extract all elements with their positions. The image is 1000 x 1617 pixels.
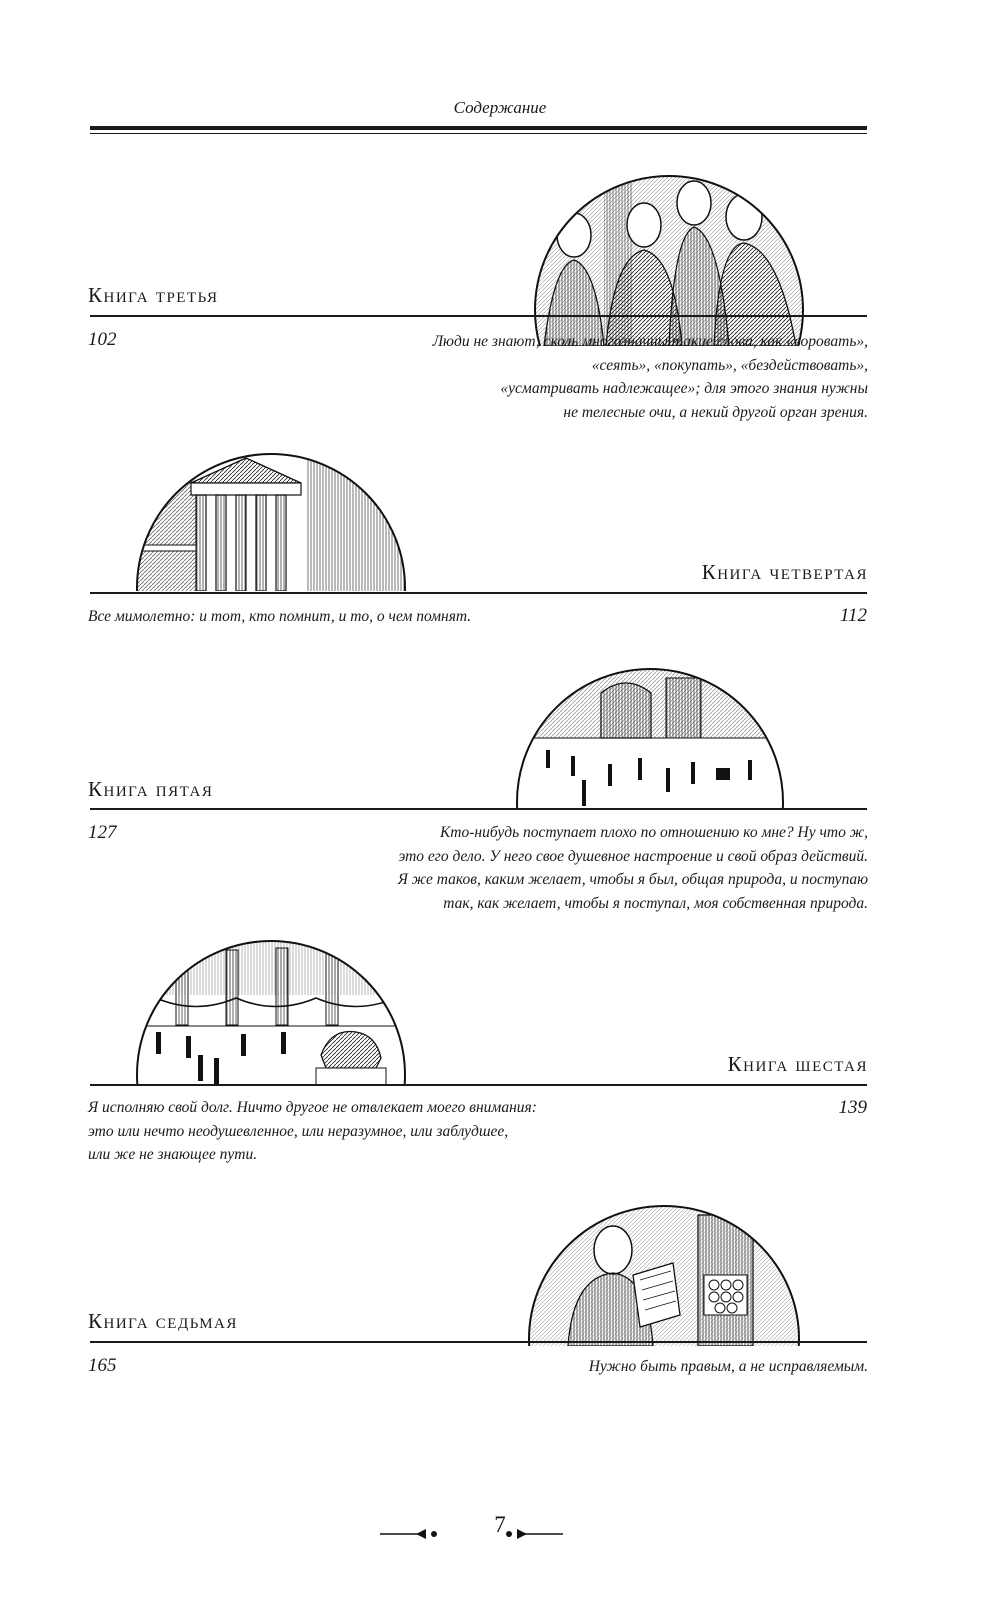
header-rule-thin	[90, 133, 867, 134]
quote-line: или же не знающее пути.	[88, 1146, 258, 1163]
quote	[433, 330, 868, 424]
quote-line: Кто-нибудь поступает плохо по отношению ко мне? Ну что ж,	[439, 824, 868, 841]
page-number: 139	[838, 1097, 867, 1118]
entry-rule	[90, 1084, 867, 1086]
quote-line: так, как желает, чтобы я поступал, моя собственная природа.	[443, 894, 868, 912]
quote-line: «усматривать надлежащее»; для этого знания нужны	[500, 380, 868, 397]
forum-illustration	[516, 668, 784, 809]
quote	[88, 1096, 537, 1167]
book-title: Книга седьмая	[88, 1309, 238, 1333]
running-head: Содержание	[453, 98, 547, 117]
quote	[398, 821, 868, 915]
quote-line: не телесные очи, а некий другой орган зрения.	[563, 403, 868, 421]
entry-rule	[90, 808, 867, 810]
reader-illustration	[528, 1205, 800, 1346]
quote-line: Я же таков, каким желает, чтобы я был, общая природа, и поступаю	[397, 871, 868, 888]
temple-illustration	[136, 453, 407, 591]
quote-line: это или нечто неодушевленное, или неразумное, или заблудшее,	[88, 1122, 509, 1140]
page-number: 112	[839, 605, 867, 626]
entry-rule	[90, 315, 867, 317]
header-rule-thick	[90, 126, 867, 130]
quote	[88, 605, 471, 629]
book-title: Книга пятая	[88, 777, 214, 801]
book-title: Книга шестая	[727, 1052, 868, 1076]
engraving-forum-icon	[516, 668, 784, 809]
book-title: Книга четвертая	[701, 560, 868, 584]
page-number: 165	[88, 1355, 117, 1376]
page-number: 102	[88, 329, 117, 350]
quote-line: Я исполняю свой долг. Ничто другое не отвлекает моего внимания:	[88, 1099, 537, 1116]
engraving-reader-icon	[528, 1205, 800, 1346]
quote-line: это его дело. У него свое душевное настроение и свой образ действий.	[398, 847, 868, 865]
quote-line: Все мимолетно: и тот, кто помнит, и то, о чем помнят.	[88, 608, 472, 625]
quote-line: «сеять», «покупать», «бездействовать»,	[591, 356, 868, 374]
entry-rule	[90, 592, 867, 594]
engraving-philosophers-icon	[534, 175, 804, 346]
entry-rule	[90, 1341, 867, 1343]
quote	[589, 1355, 868, 1379]
page-folio: 7	[494, 1512, 506, 1537]
engraving-temple-icon	[136, 453, 407, 591]
quote-line: Люди не знают, сколь многозначны такие слова, как «воровать»,	[432, 333, 868, 350]
fleuron-icon	[491, 1527, 563, 1541]
philosophers-illustration	[534, 175, 804, 346]
book-title: Книга третья	[88, 283, 219, 307]
procession-illustration	[136, 940, 407, 1085]
engraving-procession-icon	[136, 940, 407, 1085]
quote-line: Нужно быть правым, а не исправляемым.	[588, 1358, 868, 1375]
page-number: 127	[88, 822, 117, 843]
